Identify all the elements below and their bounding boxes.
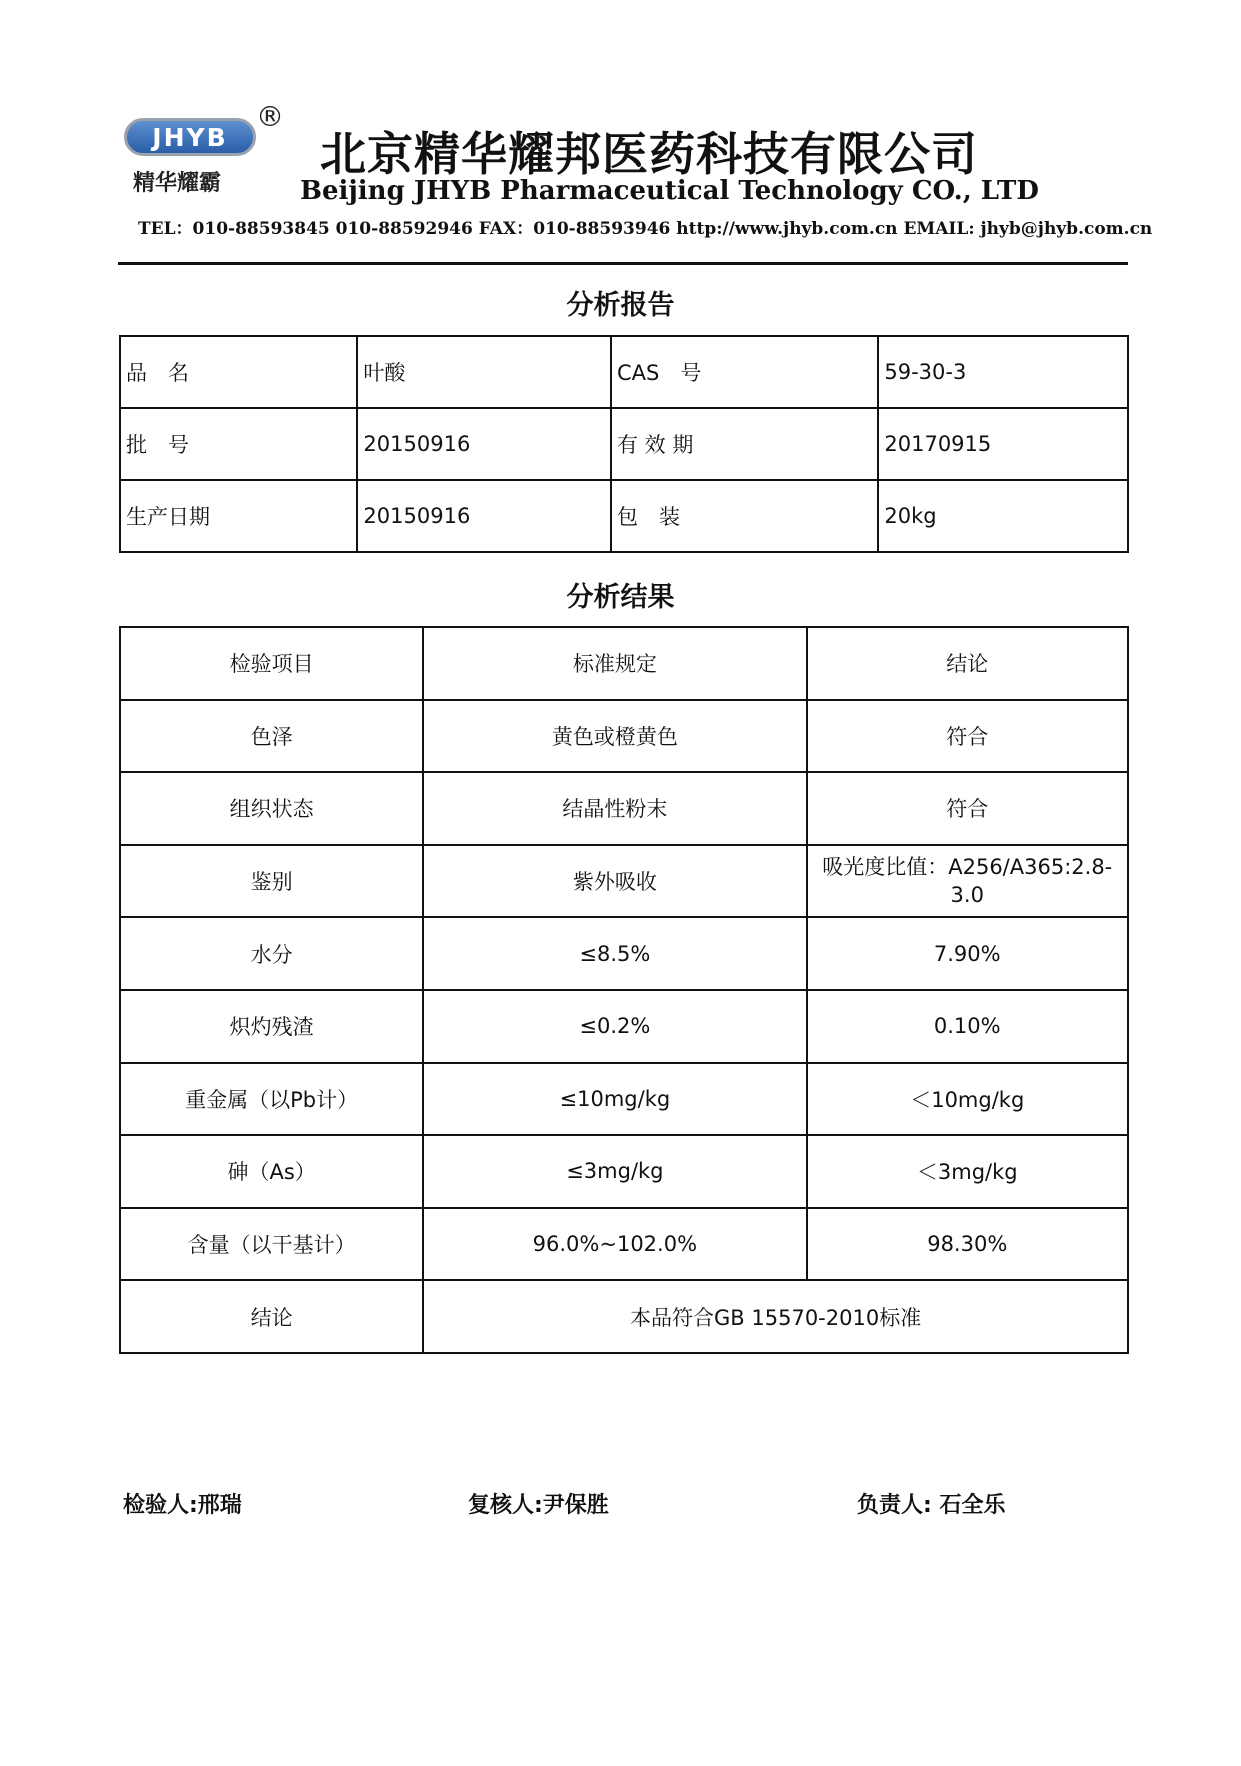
info-value: 20170915 — [878, 408, 1128, 480]
test-item: 炽灼残渣 — [120, 990, 423, 1063]
test-conclusion: 符合 — [807, 772, 1129, 845]
info-label: 品 名 — [120, 336, 357, 408]
test-standard: 黄色或橙黄色 — [423, 700, 806, 773]
info-value: 20kg — [878, 480, 1128, 552]
test-standard: 紫外吸收 — [423, 845, 806, 918]
column-header: 标准规定 — [423, 627, 806, 700]
table-row — [120, 408, 1128, 480]
table-header-row — [120, 627, 1128, 700]
info-label: 批 号 — [120, 408, 357, 480]
registered-mark: ® — [256, 100, 284, 133]
info-value: 叶酸 — [357, 336, 611, 408]
logo-badge — [124, 118, 256, 156]
reviewer-signature: 复核人:尹保胜 — [468, 1493, 609, 1518]
test-conclusion: 7.90% — [807, 917, 1129, 990]
table-row — [120, 990, 1128, 1063]
test-standard: ≤8.5% — [423, 917, 806, 990]
test-conclusion: 吸光度比值：A256/A365:2.8-3.0 — [807, 845, 1129, 918]
logo-text: JHYB — [152, 123, 228, 152]
info-label: CAS 号 — [611, 336, 878, 408]
report-title: 分析报告 — [566, 290, 675, 321]
test-conclusion: 0.10% — [807, 990, 1129, 1063]
company-name-cn: 北京精华耀邦医药科技有限公司 — [320, 127, 978, 181]
test-conclusion: 98.30% — [807, 1208, 1129, 1281]
test-item: 砷（As） — [120, 1135, 423, 1208]
test-standard: 结晶性粉末 — [423, 772, 806, 845]
info-label: 生产日期 — [120, 480, 357, 552]
test-item: 组织状态 — [120, 772, 423, 845]
logo-subtitle: 精华耀霸 — [133, 171, 222, 196]
test-item: 色泽 — [120, 700, 423, 773]
company-name-en: Beijing JHYB Pharmaceutical Technology CO., LTD — [300, 176, 1039, 206]
analysis-results-table — [119, 626, 1129, 1354]
test-item: 鉴别 — [120, 845, 423, 918]
test-item: 含量（以干基计） — [120, 1208, 423, 1281]
final-conclusion-label: 结论 — [120, 1280, 423, 1353]
info-label: 包 装 — [611, 480, 878, 552]
final-conclusion-value: 本品符合GB 15570-2010标准 — [423, 1280, 1128, 1353]
final-conclusion-row — [120, 1280, 1128, 1353]
test-item: 水分 — [120, 917, 423, 990]
header-divider — [118, 262, 1128, 265]
contact-line: TEL：010-88593845 010-88592946 FAX：010-88593946 http://www.jhyb.com.cn EMAIL: jhyb@jhyb.com.cn — [138, 219, 1153, 239]
inspector-signature: 检验人:邢瑞 — [123, 1493, 242, 1518]
test-standard: ≤10mg/kg — [423, 1063, 806, 1136]
product-info-table — [119, 335, 1129, 553]
column-header: 检验项目 — [120, 627, 423, 700]
info-value: 20150916 — [357, 480, 611, 552]
table-row — [120, 917, 1128, 990]
test-standard: ≤3mg/kg — [423, 1135, 806, 1208]
table-row — [120, 480, 1128, 552]
table-row — [120, 1135, 1128, 1208]
info-value: 59-30-3 — [878, 336, 1128, 408]
column-header: 结论 — [807, 627, 1129, 700]
info-value: 20150916 — [357, 408, 611, 480]
test-standard: 96.0%~102.0% — [423, 1208, 806, 1281]
results-title: 分析结果 — [566, 582, 675, 613]
table-row — [120, 772, 1128, 845]
test-conclusion: 符合 — [807, 700, 1129, 773]
test-standard: ≤0.2% — [423, 990, 806, 1063]
table-row — [120, 1208, 1128, 1281]
info-label: 有 效 期 — [611, 408, 878, 480]
test-conclusion: ＜3mg/kg — [807, 1135, 1129, 1208]
table-row — [120, 700, 1128, 773]
company-logo — [118, 100, 288, 210]
table-row — [120, 336, 1128, 408]
test-item: 重金属（以Pb计） — [120, 1063, 423, 1136]
table-row — [120, 845, 1128, 918]
table-row — [120, 1063, 1128, 1136]
test-conclusion: ＜10mg/kg — [807, 1063, 1129, 1136]
responsible-signature: 负责人: 石全乐 — [857, 1493, 1006, 1518]
